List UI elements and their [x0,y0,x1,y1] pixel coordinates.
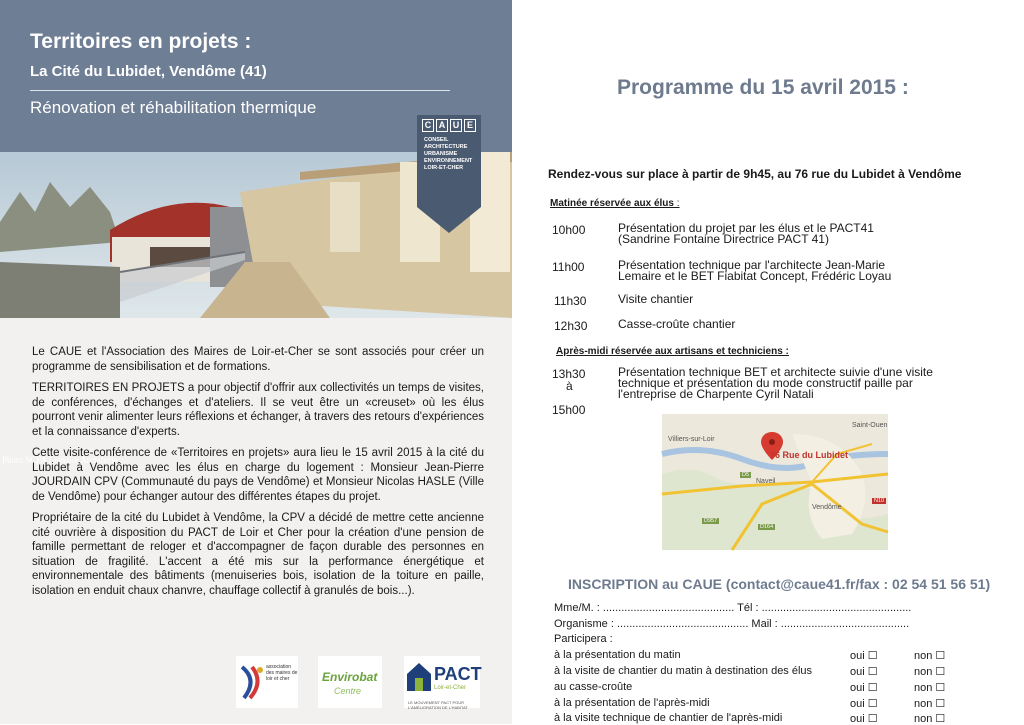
yes-checkbox[interactable]: oui ☐ [850,682,878,694]
agenda-line: l'entreprise de Charpente Cyril Natali [618,387,814,401]
time-slot: 15h00 [552,403,586,417]
agenda-line: Visite chantier [618,292,694,306]
yes-checkbox[interactable]: oui ☐ [850,698,878,710]
location-map[interactable] [662,414,888,550]
agenda-line: technique et présentation du mode constructif paille par [618,376,913,390]
yes-checkbox[interactable]: oui ☐ [850,666,878,678]
caue-letters [422,119,476,132]
programme-title: Programme du 15 avril 2015 : [617,76,909,99]
header-title: Territoires en projets : [30,30,252,53]
caue-letter: A [436,119,448,132]
map-place: Vendôme [812,504,842,511]
paragraph: Propriétaire de la cité du Lubidet à Vendôme, la CPV a décidé de mettre cette ancienne cité ouvrière à disposition du PACT de Loir et Cher pour la création d'une pension de famille permettant de reloger et d'accompagner de façon durable des personnes en situation de fragilité. L'accent a été mis sur la performance énergétique et environnementale des bâtiments (menuiseries bois, isolation de la toiture en paille, isolation en enduit chaux chanvre, chauffage collectif à granulés de bois...). [32,512,484,597]
time-slot: 10h00 [552,223,586,237]
afternoon-heading: Après-midi réservée aux artisans et techniciens : [556,346,789,357]
no-checkbox[interactable]: non ☐ [914,666,946,678]
road-label: D957 [704,518,718,524]
header-subtitle: La Cité du Lubidet, Vendôme (41) [30,63,267,80]
caue-word: LOIR-ET-CHER [424,165,464,171]
morning-heading [550,198,680,209]
pact-region: Loir-et-Cher [434,685,467,691]
agenda-item [618,223,874,245]
intro-text [32,345,484,605]
agenda-line: Présentation du projet par les élus et le PACT41 [618,221,874,235]
caue-word: ARCHITECTURE [424,144,468,150]
maires-association-logo [236,656,298,708]
option-label: à la visite de chantier du matin à destination des élus [554,665,813,677]
agenda-line: Présentation technique BET et architecte suivie d'une visite [618,365,933,379]
road-label: D5 [742,472,750,478]
option-label: au casse-croûte [554,681,633,693]
agenda-line: (Sandrine Fontaine Directrice PACT 41) [618,232,829,246]
paragraph: Cette visite-conférence de «Territoires en projets» aura lieu le 15 avril 2015 à la cité du Lubidet à Vendôme avec les élus en charge du logement : Monsieur Jean-Pierre JOURDAIN CPV (Communauté du pays de Vendôme) et Monsieur Nicolas HASLE (Ville de Vendôme) pour échanger autour des différentes étapes du projet. [32,447,484,503]
pact-logo [404,656,480,708]
caue-words [424,137,472,172]
time-slot: 13h30 [552,367,586,381]
no-checkbox[interactable]: non ☐ [914,650,946,662]
no-checkbox[interactable]: non ☐ [914,682,946,694]
envirobat-sub: Centre [334,686,362,696]
caue-logo [417,115,481,233]
time-slot: 11h00 [552,260,585,274]
map-pin-label: 76 Rue du Lubidet [770,450,849,460]
form-line-org-mail[interactable]: Organisme : ........................................... Mail : .......................................... [554,618,910,630]
road-label: N10 [874,498,885,504]
caue-letter: E [464,119,476,132]
house-icon [406,662,432,692]
agenda-item [618,367,933,400]
time-slot: 11h30 [554,294,587,308]
caue-word: CONSEIL [424,137,449,143]
morning-heading-label: Matinée réservée aux élus [550,198,674,209]
left-page [0,0,512,724]
caue-letter: U [450,119,462,132]
paragraph: Le CAUE et l'Association des Maires de Loir-et-Cher se sont associés pour créer un programme de sensibilisation et de formations. [32,346,484,373]
no-checkbox[interactable]: non ☐ [914,713,946,725]
form-line-participera: Participera : [554,633,613,645]
agenda-line: Lemaire et le BET Fiabitat Concept, Frédéric Loyau [618,269,892,283]
header-topic: Rénovation et réhabilitation thermique [30,98,317,117]
pact-name: PACT [434,664,482,684]
agenda-line: Casse-croûte chantier [618,317,736,331]
agenda-item [618,260,891,282]
option-label: à la présentation du matin [554,649,681,661]
partner-logos [236,656,486,708]
inscription-title: INSCRIPTION au CAUE (contact@caue41.fr/fax : 02 54 51 56 51) [568,576,991,592]
morning-heading-suffix: : [673,198,680,209]
agenda-line: Présentation technique par l'architecte Jean-Marie [618,258,886,272]
map-place: Naveil [756,478,776,485]
rendezvous-text: Rendez-vous sur place à partir de 9h45, au 76 rue du Lubidet à Vendôme [548,167,962,181]
map-place: Saint-Ouen [852,422,888,429]
header-divider [30,90,450,91]
paragraph: TERRITOIRES EN PROJETS a pour objectif d'offrir aux collectivités un temps de visites, de conférences, d'échanges et d'ateliers. Il se veut être un «creuset» où les élus pourront venir alimenter leurs réflexions et échanger, à travers des retours d'expériences et la connaissance d'experts. [32,382,484,438]
envirobat-logo [318,656,382,708]
option-label: à la visite technique de chantier de l'après-midi [554,712,783,724]
yes-checkbox[interactable]: oui ☐ [850,650,878,662]
map-place: Villiers-sur-Loir [668,436,715,443]
no-checkbox[interactable]: non ☐ [914,698,946,710]
form-line-name-phone[interactable]: Mme/M. : ........................................... Tél : ................................................. [554,602,912,614]
caue-word: ENVIRONNEMENT [424,158,473,164]
option-label: à la présentation de l'après-midi [554,697,710,709]
maires-association-text: association des maires de loir et cher [266,664,298,682]
right-page [512,0,1024,724]
pact-tagline: LE MOUVEMENT PACT POUR L'AMÉLIORATION DE L'HABITAT [408,700,468,710]
agenda-item [618,319,735,330]
envirobat-name: Envirobat [322,670,378,684]
time-slot: 12h30 [554,319,588,333]
yes-checkbox[interactable]: oui ☐ [850,713,878,725]
road-label: D164 [760,524,774,530]
agenda-item [618,294,693,305]
photo-credit: Photo SCPA Lemaire Architecte [2,455,118,465]
time-separator: à [566,379,573,393]
caue-word: URBANISME [424,151,458,157]
caue-letter: C [422,119,434,132]
